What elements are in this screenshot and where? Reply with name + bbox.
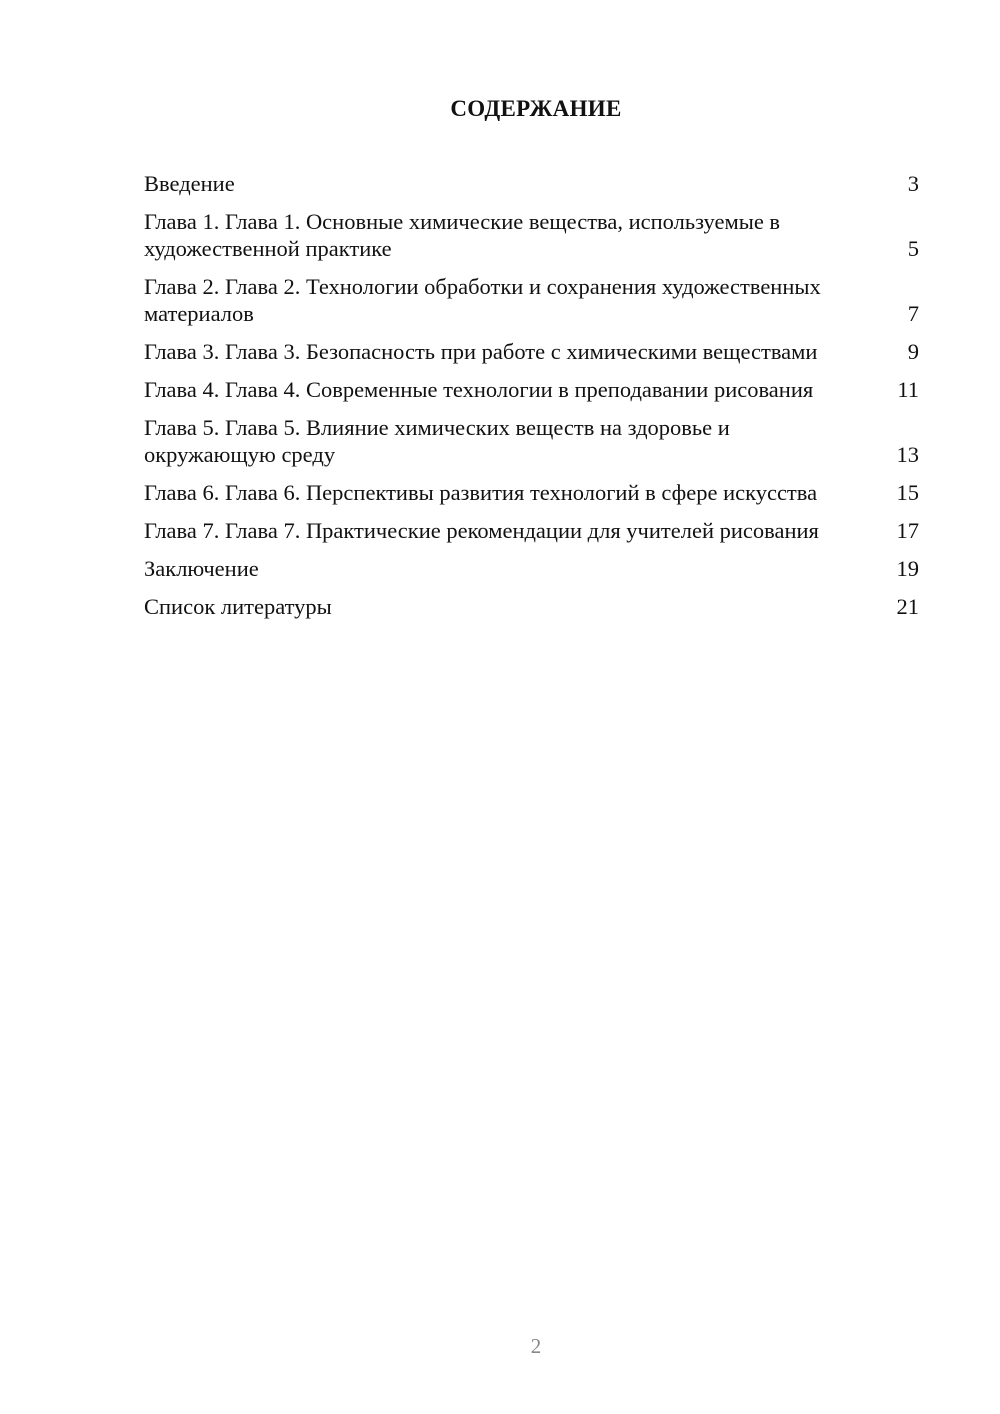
toc-entry-page: 21 — [896, 594, 919, 619]
toc-entry-title: Заключение — [144, 556, 259, 581]
toc-entry-page: 11 — [897, 377, 919, 402]
toc-entry-chapter-7 — [144, 517, 919, 544]
toc-entry-title: Глава 3. Глава 3. Безопасность при работе с химическими веществами — [144, 339, 818, 364]
toc-entry-title: Введение — [144, 171, 235, 196]
toc-entry-title: Список литературы — [144, 594, 332, 619]
toc-entry-chapter-3 — [144, 338, 919, 365]
toc-entry-page: 9 — [907, 339, 919, 364]
toc-title: СОДЕРЖАНИЕ — [450, 96, 622, 121]
toc-entry-page: 3 — [907, 171, 919, 196]
toc-entry-page: 7 — [907, 301, 919, 326]
toc-entry-title: Глава 7. Глава 7. Практические рекомендации для учителей рисования — [144, 518, 819, 543]
page-number: 2 — [530, 1334, 542, 1358]
toc-entry-introduction — [144, 170, 919, 197]
toc-entry-references — [144, 593, 919, 620]
toc-entry-chapter-4 — [144, 376, 919, 403]
toc-entry-chapter-1 — [144, 208, 919, 262]
toc-entry-page: 13 — [896, 442, 919, 467]
toc-entry-conclusion — [144, 555, 919, 582]
toc-entry-page: 19 — [896, 556, 919, 581]
toc-entry-page: 17 — [896, 518, 919, 543]
table-of-contents — [144, 170, 919, 631]
toc-entry-chapter-5 — [144, 414, 919, 468]
toc-entry-title: Глава 5. Глава 5. Влияние химических веществ на здоровье и окружающую среду — [144, 415, 730, 467]
toc-entry-page: 5 — [907, 236, 919, 261]
toc-entry-title: Глава 1. Глава 1. Основные химические вещества, используемые в художественной практике — [144, 209, 781, 261]
toc-entry-title: Глава 6. Глава 6. Перспективы развития технологий в сфере искусства — [144, 480, 818, 505]
toc-entry-title: Глава 2. Глава 2. Технологии обработки и сохранения художественных материалов — [144, 274, 821, 326]
toc-entry-title: Глава 4. Глава 4. Современные технологии в преподавании рисования — [144, 377, 814, 402]
toc-entry-page: 15 — [896, 480, 919, 505]
toc-entry-chapter-6 — [144, 479, 919, 506]
toc-entry-chapter-2 — [144, 273, 919, 327]
